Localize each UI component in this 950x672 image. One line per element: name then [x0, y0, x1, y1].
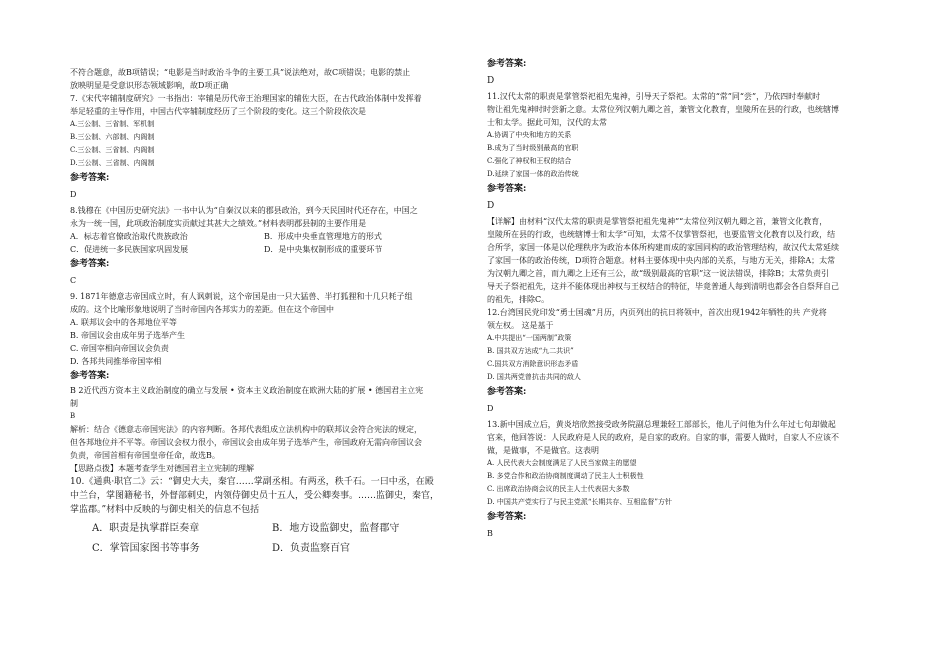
question-stem: 中兰台，掌图籍秘书，外督部刺史，内领侍御史员十五人，受公卿奏事。……监御史，秦官，	[70, 491, 440, 501]
answer-label: 参考答案:	[70, 259, 110, 269]
answer-label: 参考答案:	[487, 387, 527, 397]
option: D.延续了家国一体的政治传统	[487, 170, 579, 178]
option: B．形成中央垂直管理地方的形式	[264, 232, 382, 241]
option: C．促进统一多民族国家巩固发展	[70, 245, 189, 254]
option: C. 帝国宰相向帝国议会负责	[70, 344, 169, 353]
option: C．掌管国家图书等事务	[92, 543, 200, 554]
detail-text: 了家国一体的政治传统，D项符合题意。材料主要体现中央内部的关系，与地方无关，排除A；太常	[487, 256, 836, 265]
option-row	[70, 243, 474, 256]
option: D. 中国共产党实行了与民主党派“长期共存、互相监督”方针	[487, 498, 672, 506]
answer-label: 参考答案:	[487, 59, 527, 69]
answer-value: C	[70, 276, 77, 285]
question-stem: 永为一统一国，此项政治制度实贡献过其甚大之绩效。”材料表明郡县制的主要作用是	[70, 219, 367, 228]
option: B.成为了当时级别最高的官职	[487, 144, 579, 152]
answer-value: B	[487, 529, 493, 538]
answer-value: D	[487, 76, 495, 86]
option-row	[92, 521, 474, 537]
detail-text: 导天子祭祀祖先，这并不能体现出神权与王权结合的特征，毕竟普通人每到清明也都会各自祭拜自己	[487, 282, 839, 291]
option: A．标志着官僚政治取代贵族政治	[70, 232, 188, 241]
option: D. 各邦共同推举帝国宰相	[70, 357, 162, 366]
answer-label: 参考答案:	[70, 173, 110, 183]
option: B. 国共双方达成“九二共识”	[487, 347, 574, 355]
question-stem: 9. 1871年德意志帝国成立时，有人讽刺说，这个帝国是由一只大猛兽、半打狐狸和十几只耗子组	[70, 292, 413, 301]
question-stem: 7.《宋代宰辅制度研究》一书指出：宰辅是历代帝王治理国家的辅佐大臣，在古代政治体制中发挥着	[70, 94, 422, 103]
option: D．是中央集权制形成的重要环节	[264, 245, 383, 254]
question-stem: 13.新中国成立后，黄炎培欣然接受政务院副总理兼轻工部部长，他儿子问他为什么年过七旬却做起	[487, 420, 836, 429]
option: A．职责是执掌群臣奏章	[92, 523, 200, 534]
detail-text: 皇陵所在县的行政，也统辖博士和太学”可知，太常不仅掌管祭祀，也要监管文化教育以及行政，结	[487, 230, 836, 239]
option: D.三公制、三省制、内阁制	[70, 159, 155, 167]
answer-label: 参考答案:	[487, 184, 527, 194]
question-stem: 领左权。 这是基于	[487, 321, 554, 330]
text-line: 不符合题意，故B项错误；“电影是当时政治斗争的主要工具”说法绝对，故C项错误；电影的禁止	[70, 68, 411, 77]
option: C.三公制、三省制、内阁制	[70, 146, 155, 154]
question-stem: 物让祖先鬼神时时尝新之意。太常位列汉朝九卿之首，兼管文化教育，皇陵所在县的行政，也统辖博	[487, 105, 839, 114]
question-stem: 成的。这个比喻形象地说明了当时帝国内各邦实力的差距。但在这个帝国中	[70, 305, 334, 314]
question-stem: 官来，他回答说：人民政府是人民的政府，是自家的政府。自家的事，需要人做时，自家人不应该不	[487, 433, 839, 442]
option: C. 出席政治协商会议的民主人士代表居大多数	[487, 485, 630, 493]
option: A.协调了中央和地方的关系	[487, 131, 572, 139]
left-column	[70, 66, 474, 557]
answer-value: D	[487, 201, 495, 211]
question-stem: 掌监郡。”材料中反映的与御史相关的信息不包括	[70, 505, 260, 515]
answer-value: D	[487, 404, 494, 413]
answer-value: D	[70, 190, 77, 199]
option-row	[70, 230, 474, 243]
option: C.强化了神权和王权的结合	[487, 157, 572, 165]
question-stem: 举足轻重的主导作用，中国古代宰辅制度经历了三个阶段的变化。这三个阶段依次是	[70, 107, 366, 116]
answer-label: 参考答案:	[487, 512, 527, 522]
option: A.三公制、三省制、军机制	[70, 120, 155, 128]
answer-text: 制	[70, 399, 78, 408]
right-column	[487, 56, 891, 543]
answer-value: B	[70, 412, 76, 420]
option: A.中共提出“一国两制”政策	[487, 334, 572, 342]
question-stem: 做，是做事，不是做官。这表明	[487, 446, 599, 455]
option: B．地方设监御史，监督郡守	[272, 523, 400, 534]
analysis-text: 负责，帝国首相有帝国皇帝任命，故选B。	[70, 451, 220, 460]
option: B. 帝国议会由成年男子选举产生	[70, 331, 185, 340]
question-stem: 士和太学。据此可知，汉代的太常	[487, 118, 607, 127]
question-stem: 10.《通典·职官二》云：“御史大夫，秦官……掌副丞相。有两丞，秩千石。一曰中丞，在殿	[70, 477, 434, 487]
detail-text: 的祖先，排除C。	[487, 295, 550, 304]
text-line: 放映明显是受意识形态领域影响，故D项正确	[70, 81, 229, 90]
question-stem: 8.钱穆在《中国历史研究法》一书中认为“自秦汉以来的郡县政治，到今天民国时代还存在，中国之	[70, 206, 418, 215]
option: D. 国共两党曾抗击共同的敌人	[487, 373, 581, 381]
option: A. 联邦议会中的各邦地位平等	[70, 318, 177, 327]
analysis-text: 但各邦地位并不平等。帝国议会权力很小，帝国议会由成年男子选举产生，帝国政府无需向帝国议会	[70, 438, 422, 447]
question-stem: 11.汉代太常的职责是掌管祭祀祖先鬼神，引导天子祭祀。太常的“常”同“尝”，乃依四时奉献时	[487, 92, 821, 101]
option: A. 人民代表大会制度满足了人民当家做主的愿望	[487, 459, 637, 467]
question-stem: 12.台湾国民党印发“勇士国魂”月历，内页列出的抗日将领中，首次出现1942年牺牲的共 产党将	[487, 308, 827, 317]
detail-text: 合所学，家国一体是以伦理秩序为政治本体所构建而成的家国同构的政治管理结构，故汉代太常延续	[487, 243, 839, 252]
answer-label: 参考答案:	[70, 371, 110, 381]
option: D．负责监察百官	[272, 543, 351, 554]
detail-text: 为汉朝九卿之首，而九卿之上还有三公，故“级别最高的官职”这一说法错误，排除B；太常负责引	[487, 269, 830, 278]
answer-text: B 2近代西方资本主义政治制度的确立与发展 • 资本主义政治制度在欧洲大陆的扩展 • 德国君主立宪	[70, 386, 424, 395]
tip-text: 【思路点拨】本题考查学生对德国君主立宪制的理解	[70, 464, 254, 473]
detail-text: 【详解】由材料“汉代太常的职责是掌管祭祀祖先鬼神”“太常位列汉朝九卿之首，兼管文化教育，	[487, 217, 828, 226]
analysis-text: 解析：结合《德意志帝国宪法》的内容判断。各邦代表组成立法机构中的联邦议会符合宪法的规定，	[70, 425, 422, 434]
option-row	[92, 541, 474, 557]
option: C.国共双方消除意识形态矛盾	[487, 360, 579, 368]
option: B.三公制、六部制、内阁制	[70, 133, 155, 141]
option: B. 多党合作和政治协商制度调动了民主人士积极性	[487, 472, 644, 480]
